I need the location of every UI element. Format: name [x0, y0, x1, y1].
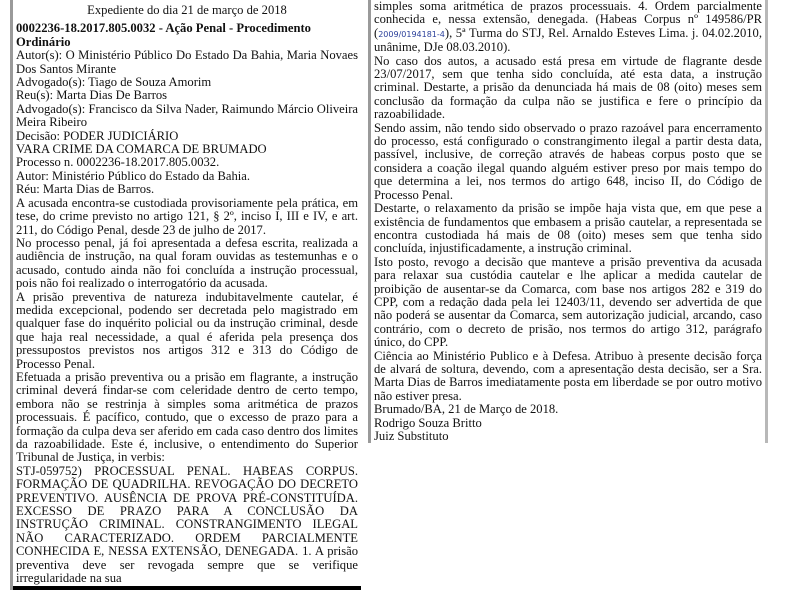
- author-line: Autor: Ministério Público do Estado da Bahia.: [16, 168, 251, 183]
- court-name: VARA CRIME DA COMARCA DE BRUMADO: [16, 142, 267, 157]
- process-number: Processo n. 0002236-18.2017.805.0032.: [16, 155, 220, 170]
- citation-summary: STJ-059752) PROCESSUAL PENAL. HABEAS CORPUS. FORMAÇÃO DE QUADRILHA. REVOGAÇÃO DO DECRETO PREVENTIVO. AUSÊNCIA DE PROVA PRÉ-CONSTITUÍDA. EXCESSO DE PRAZO PARA A CONCLUSÃO DA INSTRUÇÃO CRIMINAL. CONSTRANGIMENTO ILEGAL NÃO CARACTERIZADO. ORDEM PARCIALMENTE CONHECIDA E, NESSA EXTENSÃO, DENEGADA.: [16, 463, 358, 559]
- paragraph: Efetuada a prisão preventiva ou a prisão em flagrante, a instrução criminal deverá findar-se com celeridade dentro de certo tempo, embora não se restrinja à simples soma aritmética de prazos processuais. É pacífico, contudo, que o excesso de prazo para a formação da culpa deva ser aferido em cada caso dentro dos limites da razoabilidade. Este é, inclusive, o entendimento do Superior Tribunal de Justiça, in verbis:: [16, 369, 358, 465]
- judge-name: Rodrigo Souza Britto: [374, 415, 482, 430]
- page-bottom-bar: [13, 586, 361, 590]
- citation-text-end: ), 5ª Turma do STJ, Rel. Arnaldo Esteves Lima. j. 04.02.2010, unânime, DJe 08.03.2010).: [374, 25, 762, 55]
- case-link[interactable]: 2009/0194181-4: [378, 29, 445, 39]
- decision-label: Decisão: PODER JUDICIÁRIO: [16, 128, 179, 143]
- judge-role: Juiz Substituto: [374, 429, 449, 443]
- citation-text: 1. A prisão preventiva deve ser revogada sempre que se verifique irregularidade na sua: [16, 544, 359, 586]
- page-title: Expediente do dia 21 de março de 2018: [87, 3, 287, 17]
- citation: [16, 465, 358, 586]
- citation-text-start: simples soma aritmética de prazos processuais. 4. Ordem parcialmente conhecida e, nessa extensão, denegada. (Habeas Corpus nº 149586/PR (: [374, 0, 762, 40]
- place-date: Brumado/BA, 21 de Março de 2018.: [374, 402, 559, 417]
- paragraph: No caso dos autos, a acusado está presa em virtude de flagrante desde 23/07/2017, sem que tenha sido concluída, até esta data, a instrução criminal. Destarte, a prisão da denunciada há mais de 08 (oito) meses sem conclusão da formação da culpa não se justifica e fere o princípio da razoabilidade.: [374, 53, 762, 122]
- citation-continuation: [374, 0, 762, 55]
- defendant-line: Réu: Marta Dias de Barros.: [16, 182, 155, 197]
- case-lawyer-author: Advogado(s): Tiago de Souza Amorim: [16, 75, 212, 90]
- case-authors: Autor(s): O Ministério Público Do Estado Da Bahia, Maria Novaes Dos Santos Mirante: [16, 48, 358, 76]
- paragraph: A prisão preventiva de natureza indubitavelmente cautelar, é medida excepcional, podendo ser decretada pelo magistrado em qualquer fase do inquérito policial ou da instrução criminal, desde que haja real necessidade, a qual é aferida pela presença dos pressupostos previstos nos artigos 312 e 313 do Código de Processo Penal.: [16, 289, 358, 371]
- case-heading: 0002236-18.2017.805.0032 - Ação Penal - Procedimento Ordinário: [16, 21, 311, 49]
- case-defendant: Reu(s): Marta Dias De Barros: [16, 88, 168, 103]
- paragraph: Destarte, o relaxamento da prisão se impõe haja vista que, em que pese a existência de fundamentos que embasem a prisão cautelar, a representada se encontra custodiada há mais de 08 (oito) meses sem que tenha sido concluída, injustificadamente, a instrução criminal.: [374, 201, 762, 256]
- case-lawyer-defendant: Advogado(s): Francisco da Silva Nader, Raimundo Márcio Oliveira Meira Ribeiro: [16, 101, 358, 130]
- paragraph: No processo penal, já foi apresentada a defesa escrita, realizada a audiência de instrução, na qual foram ouvidas as testemunhas e o acusado, contudo ainda não foi concluída a instrução processual, pois não foi realizado o interrogatório da acusada.: [16, 235, 358, 291]
- paragraph: Sendo assim, não tendo sido observado o prazo razoável para encerramento do processo, está configurado o constrangimento ilegal a partir desta data, passível, inclusive, de correção através de habeas corpus posto que se considera a coação ilegal quando alguém estiver preso por mais tempo do que determina a lei, nos termos do artigo 648, inciso II, do Código de Processo Penal.: [374, 120, 762, 202]
- left-column: [10, 0, 361, 590]
- paragraph: Isto posto, revogo a decisão que manteve a prisão preventiva da acusada para relaxar sua custódia cautelar e lhe aplicar a medida cautelar de proibição de ausentar-se da Comarca, com base nos artigos 282 e 319 do CPP, com a redação dada pela lei 12403/11, devendo ser advertida de que não poderá se ausentar da Comarca, sem autorização judicial, arcando, caso contrário, com o decreto de prisão, nos termos do artigo 312, parágrafo único, do CPP.: [374, 254, 762, 350]
- right-column: [368, 0, 768, 443]
- paragraph: A acusada encontra-se custodiada provisoriamente pela prática, em tese, do crime previsto no artigo 121, § 2º, inciso I, III e IV, e art. 211, do Código Penal, desde 23 de julho de 2017.: [16, 195, 358, 237]
- paragraph: Ciência ao Ministério Publico e à Defesa. Atribuo à presente decisão força de alvará de soltura, devendo, com a apresentação desta decisão, ser a Sra. Marta Dias de Barros imediatamente posta em liberdade se por outro motivo não estiver presa.: [374, 348, 762, 403]
